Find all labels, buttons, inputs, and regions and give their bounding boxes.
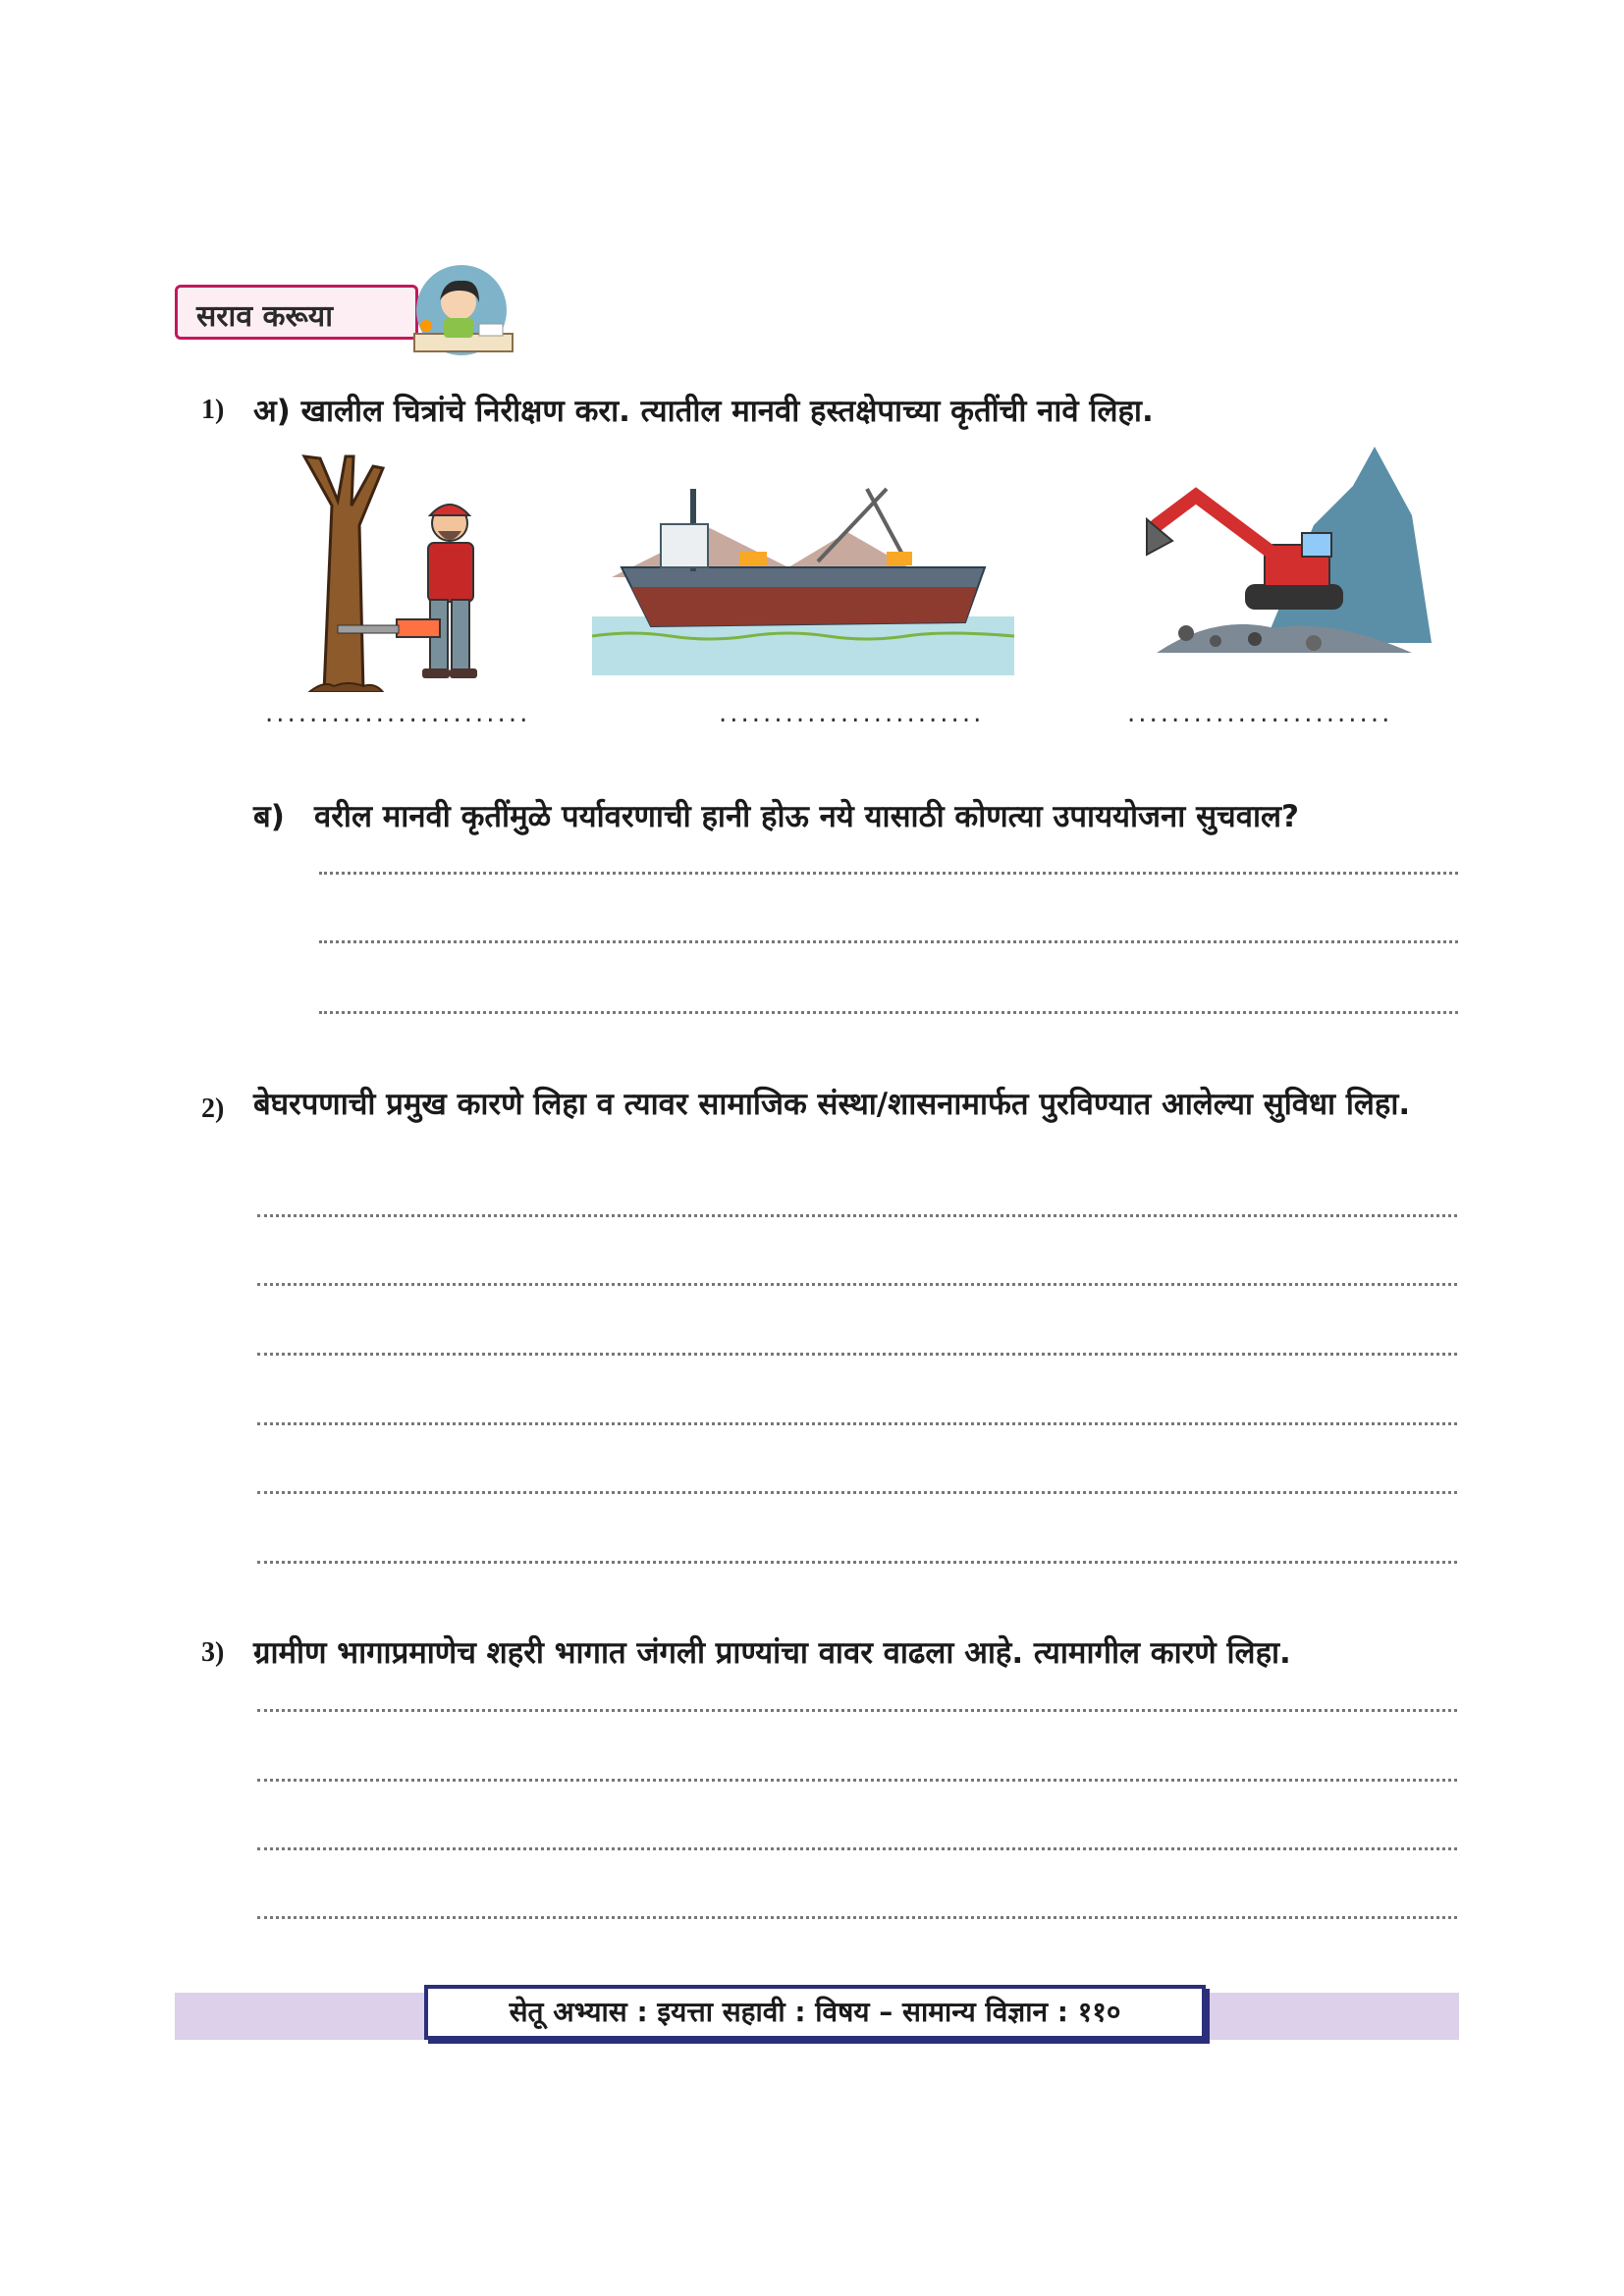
question-2-text: बेघरपणाची प्रमुख कारणे लिहा व त्यावर सामाजिक संस्था/शासनामार्फत पुरविण्यात आलेल्या सुविधा लिहा. <box>253 1087 1411 1122</box>
question-2-number: 2) <box>201 1094 225 1124</box>
answer-line[interactable] <box>257 1779 1457 1782</box>
section-badge-label: सराव करूया <box>196 299 333 334</box>
question-1b-marker: ब) <box>253 799 285 834</box>
answer-line[interactable] <box>319 872 1458 875</box>
question-3-text: ग्रामीण भागाप्रमाणेच शहरी भागात जंगली प्राण्यांचा वावर वाढला आहे. त्यामागील कारणे लिहा. <box>253 1635 1291 1671</box>
student-writing-illustration <box>405 265 522 363</box>
answer-line[interactable] <box>319 1011 1458 1014</box>
ship-image <box>592 469 1014 675</box>
answer-line[interactable] <box>319 940 1458 943</box>
tree-cutting-image <box>295 447 491 692</box>
answer-blank-2[interactable]: ........................ <box>719 699 985 728</box>
answer-line[interactable] <box>257 1283 1457 1286</box>
question-1a-text: अ) खालील चित्रांचे निरीक्षण करा. त्यातील मानवी हस्तक्षेपाच्या कृतींची नावे लिहा. <box>253 394 1154 429</box>
answer-line[interactable] <box>257 1353 1457 1356</box>
footer-text: सेतू अभ्यास : इयत्ता सहावी : विषय – सामान्य विज्ञान : ११० <box>509 1996 1121 2028</box>
question-1b-text: वरील मानवी कृतींमुळे पर्यावरणाची हानी होऊ नये यासाठी कोणत्या उपाययोजना सुचवाल? <box>314 799 1299 834</box>
answer-line[interactable] <box>257 1847 1457 1850</box>
answer-blank-1[interactable]: ........................ <box>265 699 531 728</box>
answer-line[interactable] <box>257 1491 1457 1494</box>
excavator-image <box>1117 447 1432 653</box>
answer-line[interactable] <box>257 1916 1457 1919</box>
answer-line[interactable] <box>257 1422 1457 1425</box>
answer-line[interactable] <box>257 1709 1457 1712</box>
question-1-number: 1) <box>201 395 225 425</box>
answer-line[interactable] <box>257 1561 1457 1564</box>
answer-line[interactable] <box>257 1214 1457 1217</box>
question-3-number: 3) <box>201 1637 225 1668</box>
answer-blank-3[interactable]: ........................ <box>1127 699 1393 728</box>
